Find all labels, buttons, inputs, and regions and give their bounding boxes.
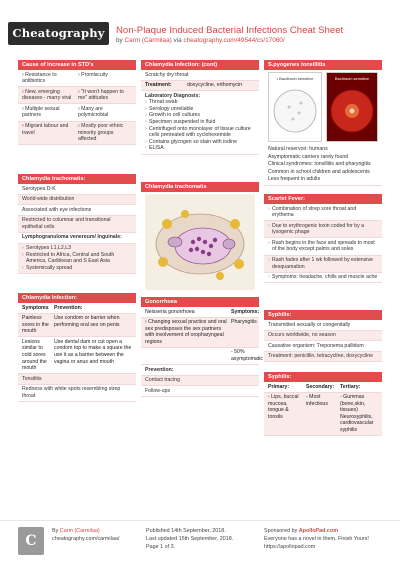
- column-header: Tertiary:: [340, 383, 361, 390]
- list-item: › Contains glycogen so stain with iodine: [145, 139, 255, 146]
- table-header: [264, 382, 382, 393]
- list-item-text: › Rash begins in the face and spreads to most of the body except palms and soles: [268, 240, 378, 253]
- petri-dish-left: [268, 72, 322, 142]
- scarlet-fever-heading: Scarlet Fever:: [264, 194, 382, 204]
- syphilis-heading: Syphilis:: [264, 310, 382, 320]
- sponsor-url[interactable]: https://apollopad.com: [264, 544, 316, 550]
- footer-published: Published 14th September, 2018.: [146, 528, 226, 534]
- column-header: Primary:: [268, 383, 290, 390]
- list-item: [264, 273, 382, 284]
- table-cell: Painless sores in the mouth: [22, 315, 49, 335]
- cause-cell: › Many are polymicrobial: [78, 105, 109, 119]
- list-item-text: › Rash fades after 1 wk followed by extensive desquamation: [268, 257, 378, 270]
- lgv-subheading: Lymphogranuloma venereum/ Inguinale:: [18, 233, 136, 244]
- list-item: Scratchy dry throat: [141, 70, 259, 81]
- table-row: [141, 348, 263, 365]
- diagnosis-block: [141, 91, 259, 154]
- treatment-label: Treatment:: [268, 353, 293, 360]
- treatment-label: Treatment:: [145, 82, 172, 89]
- cause-cell: › New, emerging diseases - marry viral: [22, 88, 72, 102]
- footer-author-link[interactable]: Carm (Carmilaa): [59, 528, 100, 534]
- spyogenes-card: [264, 60, 382, 186]
- table-cell: - Lips, buccal mucosa, tongue & tonsils: [268, 394, 299, 420]
- list-item-text: › Symptoms: headache, chills and muscle ache: [268, 274, 378, 281]
- causative-row: [264, 341, 382, 352]
- diagnosis-heading: Laboratory Diagnosis:: [145, 92, 201, 99]
- cause-cell: › Promiscuity: [78, 71, 108, 78]
- list-item: Less frequent in adults: [268, 176, 321, 183]
- chlamydia-infection-heading: Chlamydia Infection:: [18, 293, 136, 303]
- trachomatis-card: [18, 174, 136, 274]
- list-item: › ELISA: [145, 145, 255, 152]
- author-link[interactable]: Carm (Carmilaa): [124, 37, 172, 44]
- footer-author: [52, 527, 100, 535]
- spyogenes-bullets: [264, 144, 382, 186]
- table-row: [141, 318, 259, 348]
- cause-cell: › Multiple sexual partners: [22, 105, 60, 119]
- cause-cell: › Resistance to antibiotics: [22, 71, 57, 85]
- list-item: Redness with white spots resembling strep throat: [18, 385, 136, 402]
- cause-row: [18, 70, 136, 87]
- table-cell: [145, 349, 229, 362]
- sponsor-text: Everyone has a novel in them. Finish Yours!: [264, 536, 369, 542]
- bacitracin-figure: [268, 72, 378, 142]
- cause-heading: Cause of Increase in STD's: [18, 60, 136, 70]
- table-header: [141, 307, 259, 318]
- trachomatis-heading: Chlamydia trachomatis:: [18, 174, 136, 184]
- list-item: › Centrifuged onto monolayer of tissue culture cells pretreated with cyclohexemide: [145, 126, 255, 139]
- lgv-bullets: [18, 244, 136, 274]
- cheatography-c-icon: C: [18, 527, 44, 555]
- list-item-text: › Combination of strep sore throat and erythema: [268, 206, 378, 219]
- syphilis-card: [264, 310, 382, 362]
- list-item-text: › Due to erythrogenic toxin coded for by a lysogenic phage: [268, 223, 378, 236]
- fig-right-label: Bacitracin sensitive: [334, 76, 370, 81]
- treatment-value: doxycycline, erthomycin: [187, 82, 243, 89]
- causative-value: Treponema pallidum: [316, 342, 364, 349]
- list-item: Common in school children and adolescents: [268, 168, 370, 175]
- chlamydia-micrograph: [145, 194, 255, 290]
- via-label: via: [173, 37, 182, 44]
- treatment-value: penicillin, tetracycline, doxycycline: [294, 353, 374, 360]
- table-cell: Use dental dam or cut open a condom top to make a square the use it as a barrier between the vagina or anus and mouth: [54, 338, 132, 365]
- chlamydia-figure-heading: Chlamydia trachomatis: [141, 182, 259, 192]
- table-cell: › Changing sexual practice and oral sex predisposes the sex partners with involvement of oropharyngeal regions: [145, 319, 227, 345]
- treatment-row: [141, 81, 259, 92]
- list-item: Tonsilitis: [18, 374, 136, 385]
- scarlet-fever-card: [264, 194, 382, 283]
- footer-page: Page 1 of 3.: [146, 544, 176, 550]
- list-item: › Serotypes L1,L2,L3: [22, 245, 132, 252]
- list-item: Restricted to columnar and transitional epithelial cells: [18, 216, 136, 233]
- chlamydia-cells-image: [145, 194, 255, 290]
- list-item: › Throat swab: [145, 99, 255, 106]
- chlamydia-cont-card: [141, 60, 259, 155]
- causative-label: Causative organism:: [268, 342, 316, 349]
- sponsor-link[interactable]: ApolloPad.com: [298, 528, 339, 534]
- spyogenes-heading: S.pyogenes tonsillitis: [264, 60, 382, 70]
- list-item: Transmitted sexually or congenitally: [264, 320, 382, 331]
- chlamydia-cont-heading: Chlamydia Infection: (cont): [141, 60, 259, 70]
- table-row: [264, 393, 382, 437]
- list-item: [264, 238, 382, 255]
- list-item: Clinical syndromes: tonsillitis and pharyngitis: [268, 161, 371, 168]
- table-cell: - 50% asymptomatic: [231, 349, 263, 363]
- list-item: › Systemically spread: [22, 265, 132, 272]
- page-footer: [0, 520, 400, 566]
- list-item: › Growth in cell cultures: [145, 112, 255, 119]
- list-item: Asymptomatic carriers rarely found: [268, 153, 349, 160]
- cause-card: [18, 60, 136, 145]
- list-item: › Serology unreliable: [145, 106, 255, 113]
- gonorrhoea-card: [141, 297, 263, 397]
- table-row: [18, 337, 136, 374]
- cause-row: [18, 122, 136, 146]
- sponsor-label: Sponsored by: [264, 528, 298, 534]
- list-item: Serotypes D-K: [18, 184, 136, 195]
- cheatography-logo[interactable]: Cheatography: [8, 22, 109, 45]
- table-header: [18, 303, 136, 314]
- sheet-url-link[interactable]: cheatography.com/49544/cs/17060/: [183, 37, 285, 44]
- table-row: [18, 314, 136, 338]
- page-title: Non-Plaque Induced Bacterial Infections Cheat Sheet: [116, 25, 344, 36]
- column-header: Symptoms: [22, 304, 49, 311]
- by-label: by: [116, 37, 123, 44]
- syphilis-stages-heading: Syphilis:: [264, 372, 382, 382]
- fig-left-label: • Bacitracin sensitive: [276, 76, 314, 81]
- list-item: [264, 221, 382, 238]
- chlamydia-infection-card: [18, 293, 136, 402]
- cause-cell: › Migrant labour and travel: [22, 123, 69, 136]
- column-header: Prevention:: [54, 304, 83, 311]
- list-item: Follow-ups: [141, 386, 259, 397]
- chlamydia-figure-card: [141, 182, 259, 292]
- prevention-heading: Prevention:: [141, 365, 259, 376]
- treatment-row: [264, 352, 382, 363]
- list-item: Contact tracing: [141, 376, 259, 387]
- table-cell: Use condom or barrier when performing oral sex on penis: [54, 315, 120, 328]
- table-cell: - Most infectious: [306, 394, 328, 407]
- cause-row: [18, 104, 136, 121]
- footer-by-label: By: [52, 528, 59, 534]
- table-cell: Lesions similar to cold sores around the mouth: [22, 338, 47, 372]
- cause-row: [18, 87, 136, 104]
- table-cell: Pharyngitis: [231, 319, 257, 326]
- cause-cell: › "It won't happen to me" attitudes: [78, 88, 124, 102]
- petri-dish-right: [326, 72, 378, 142]
- list-item: › Specimen suspended in fluid: [145, 119, 255, 126]
- page-header: [0, 0, 400, 58]
- footer-sponsor: [264, 527, 338, 535]
- cause-cell: › Mostly poor ethnic minority groups affected: [78, 123, 124, 143]
- list-item: [264, 256, 382, 273]
- column-header: Secondary:: [306, 383, 335, 390]
- list-item: Natural reservoir: humans: [268, 146, 328, 152]
- list-item: Occurs worldwide, no season: [264, 331, 382, 342]
- author-line: [116, 37, 285, 44]
- footer-updated: Last updated 15th September, 2018.: [146, 536, 234, 542]
- list-item: World-wide distribution: [18, 195, 136, 206]
- table-cell: - Gummas (bone,skin, tissues) Neurosyphilis, cardiovascular syphilis: [340, 394, 374, 434]
- column-header: Neisseria gonorrhoea: [145, 308, 195, 315]
- list-item: [264, 204, 382, 221]
- list-item: › Restricted to Africa, Central and South America, Caribbean and S East Asia: [22, 252, 132, 265]
- column-header: Symptoms:: [231, 308, 260, 315]
- syphilis-stages-card: [264, 372, 382, 436]
- gonorrhoea-heading: Gonorrhoea: [141, 297, 259, 307]
- list-item: Associated with eye infections: [18, 205, 136, 216]
- footer-author-url[interactable]: cheatography.com/carmilaa/: [52, 536, 120, 542]
